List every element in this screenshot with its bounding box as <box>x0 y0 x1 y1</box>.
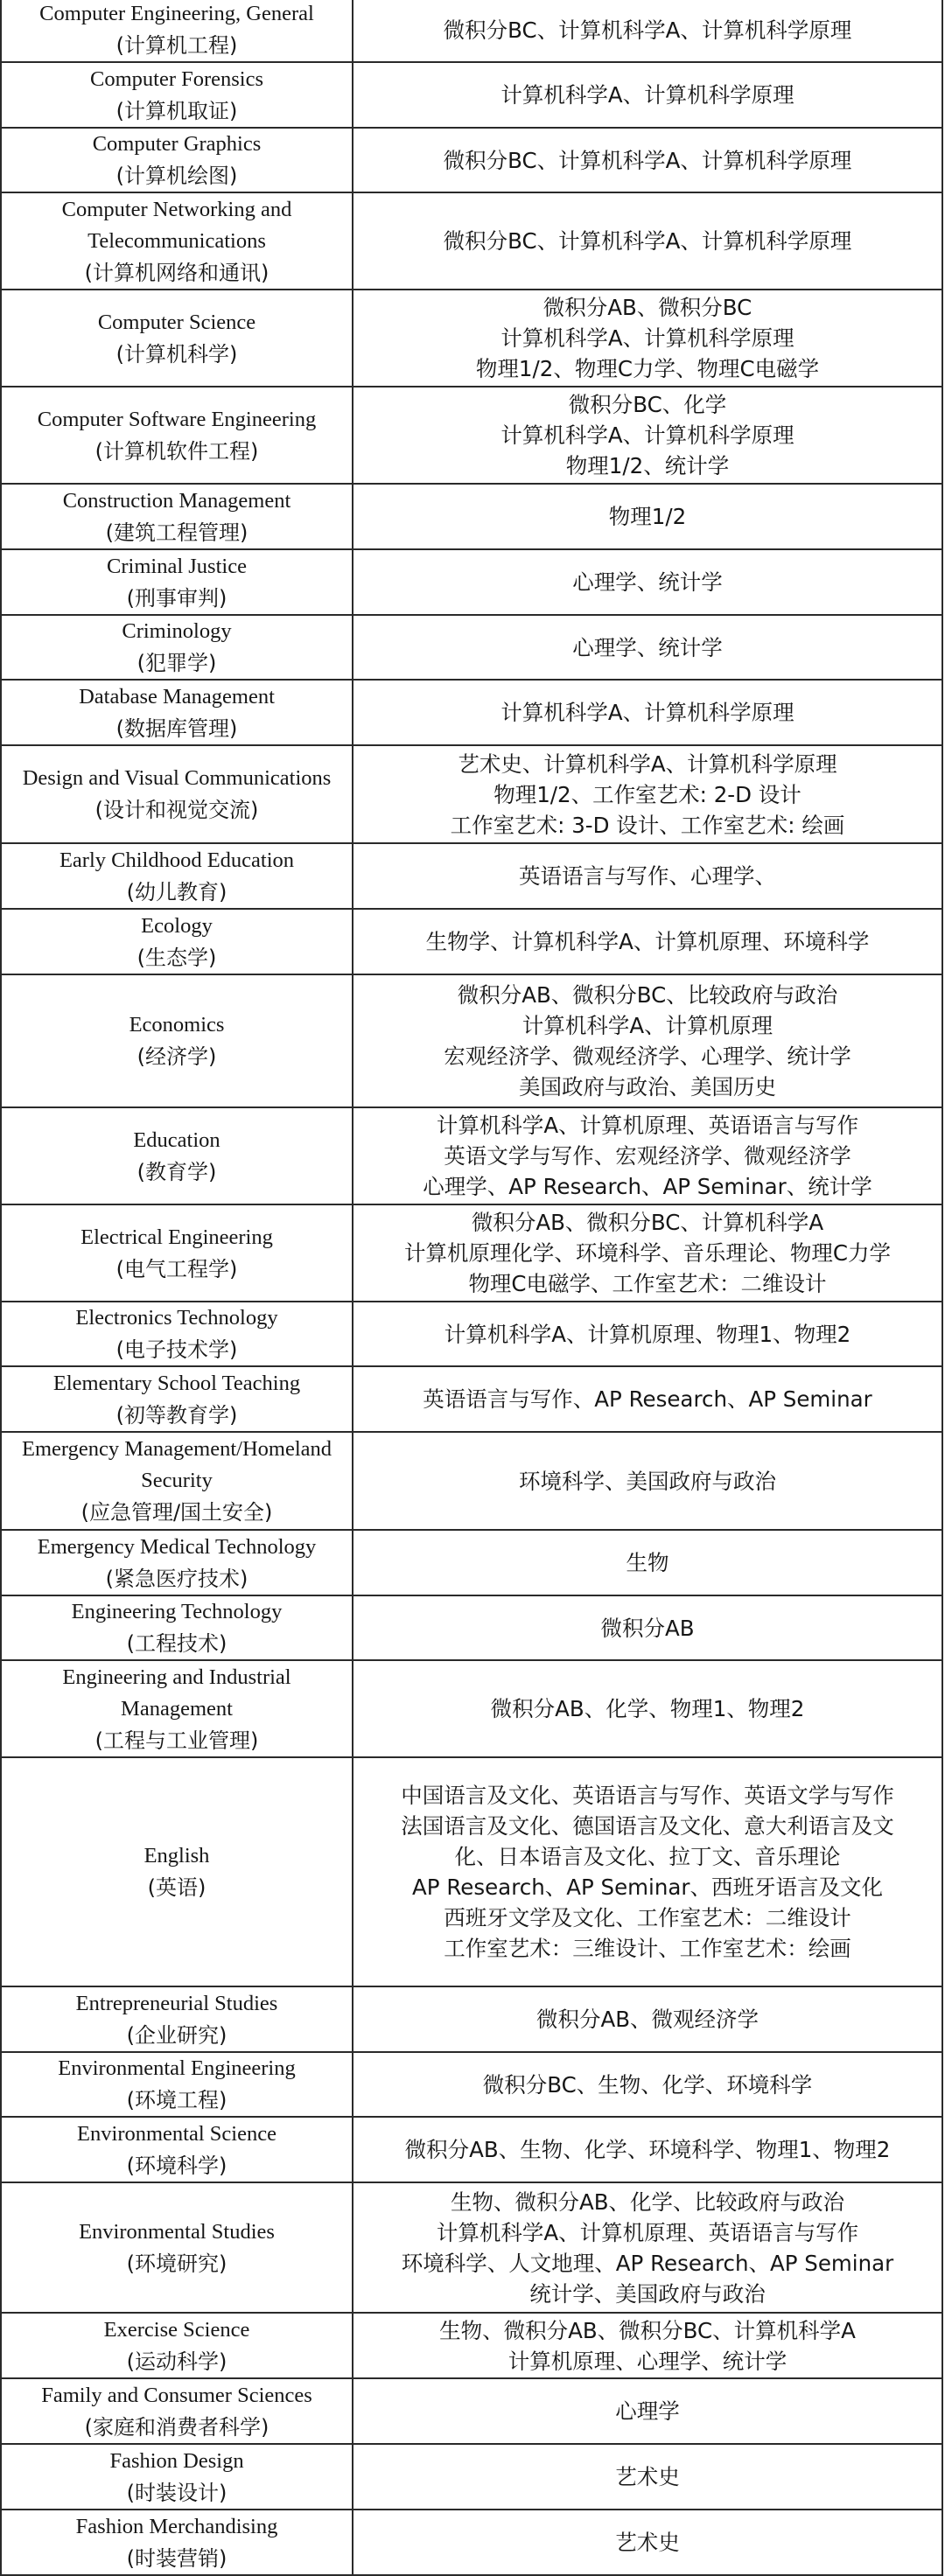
course-line: 微积分BC、计算机科学A、计算机科学原理 <box>443 147 852 173</box>
course-line: 生物、微积分AB、化学、比较政府与政治 <box>450 2189 845 2215</box>
major-english-name: Education <box>133 1127 220 1152</box>
major-chinese-name: (教育学) <box>136 1159 217 1184</box>
table-row <box>0 485 943 550</box>
courses-cell <box>354 1531 942 1595</box>
major-cell <box>2 550 354 614</box>
course-line: 微积分AB、微积分BC、比较政府与政治 <box>457 982 838 1008</box>
course-line: 计算机科学A、计算机原理、英语语言与写作 <box>436 1113 859 1138</box>
major-cell <box>2 2053 354 2116</box>
major-english-name: Computer Graphics <box>92 132 262 156</box>
course-line: 生物学、计算机科学A、计算机原理、环境科学 <box>425 929 870 954</box>
course-line: 物理1/2、工作室艺术: 2-D 设计 <box>494 781 802 807</box>
major-chinese-name: (初等教育学) <box>116 1402 238 1428</box>
major-chinese-name: (电气工程学) <box>116 1256 238 1281</box>
table-row <box>0 2183 943 2314</box>
major-cell <box>2 1758 354 1986</box>
course-line: 微积分BC、生物、化学、环境科学 <box>482 2071 813 2098</box>
table-row <box>0 63 943 129</box>
major-english-name: Entrepreneurial Studies <box>75 1991 278 2015</box>
major-cell <box>2 2314 354 2377</box>
major-english-name: Economics <box>129 1013 225 1037</box>
courses-cell <box>354 1661 942 1756</box>
course-line: 物理1/2 <box>608 504 687 529</box>
course-line: 微积分BC、计算机科学A、计算机科学原理 <box>443 17 852 43</box>
course-line: 生物 <box>626 1550 669 1575</box>
table-row <box>0 2445 943 2510</box>
table-row <box>0 1661 943 1758</box>
course-line: 微积分AB、微积分BC <box>542 295 752 320</box>
major-chinese-name: (生态学) <box>136 945 217 970</box>
courses-cell <box>354 1987 942 2051</box>
major-english-name: Construction Management <box>62 488 291 513</box>
courses-cell <box>354 2053 942 2116</box>
table-row <box>0 1758 943 1987</box>
major-english-name: Environmental Science <box>77 2121 276 2146</box>
major-english-name: Design and Visual Communications <box>22 766 332 790</box>
course-line: 微积分BC、计算机科学A、计算机科学原理 <box>443 228 852 254</box>
major-english-name: Electrical Engineering <box>80 1225 273 1249</box>
table-row <box>0 2053 943 2118</box>
courses-cell <box>354 910 942 974</box>
courses-cell <box>354 2118 942 2182</box>
courses-cell <box>354 1205 942 1301</box>
courses-cell <box>354 746 942 842</box>
courses-cell <box>354 1302 942 1365</box>
major-english-name: Computer Science <box>97 310 256 334</box>
major-cell <box>2 975 354 1106</box>
course-line: 艺术史、计算机科学A、计算机科学原理 <box>458 750 837 777</box>
course-line: 计算机科学A、计算机原理 <box>522 1013 774 1038</box>
course-line: 计算机科学A、计算机原理、物理1、物理2 <box>444 1321 851 1347</box>
major-chinese-name: (刑事审判) <box>126 585 228 611</box>
major-chinese-name: (经济学) <box>136 1044 217 1069</box>
course-line: 艺术史 <box>615 2530 680 2555</box>
course-line: 英语语言与写作、心理学、 <box>519 863 776 889</box>
table-row <box>0 1367 943 1433</box>
major-chinese-name: (时装设计) <box>126 2480 228 2505</box>
course-line: 统计学、美国政府与政治 <box>529 2280 766 2307</box>
course-line: 计算机科学A、计算机原理、英语语言与写作 <box>436 2219 859 2245</box>
courses-cell <box>354 129 942 192</box>
major-cell <box>2 2510 354 2574</box>
major-cell <box>2 1205 354 1301</box>
course-line: 计算机科学A、计算机科学原理 <box>500 82 794 108</box>
major-chinese-name: (英语) <box>147 1875 206 1900</box>
major-cell <box>2 2118 354 2182</box>
courses-cell <box>354 63 942 127</box>
course-line: 计算机原理、心理学、统计学 <box>508 2348 788 2374</box>
major-chinese-name: (企业研究) <box>126 2022 228 2048</box>
major-chinese-name: (数据库管理) <box>116 716 238 741</box>
table-row <box>0 1531 943 1596</box>
major-english-name: Environmental Studies <box>79 2219 275 2244</box>
major-chinese-name: (环境工程) <box>126 2088 228 2112</box>
major-cell <box>2 2445 354 2509</box>
course-line: 心理学、AP Research、AP Seminar、统计学 <box>423 1174 872 1199</box>
major-cell <box>2 0 354 61</box>
major-cell <box>2 1433 354 1529</box>
table-row <box>0 2510 943 2576</box>
table-row <box>0 290 943 387</box>
major-english-name: Computer Networking and Telecommunications <box>61 197 292 253</box>
course-line: AP Research、AP Seminar、西班牙语言及文化 <box>412 1874 883 1900</box>
major-english-name: Environmental Engineering <box>58 2056 296 2080</box>
course-line: 计算机科学A、计算机科学原理 <box>500 422 794 448</box>
major-chinese-name: (计算机工程) <box>116 33 238 58</box>
course-line: 心理学、统计学 <box>572 634 723 660</box>
major-english-name: Emergency Medical Technology <box>37 1534 317 1559</box>
major-english-name: Exercise Science <box>103 2317 250 2342</box>
course-line: 中国语言及文化、英语语言与写作、英语文学与写作 <box>401 1783 894 1808</box>
major-english-name: Fashion Design <box>109 2448 244 2473</box>
course-line: 生物、微积分AB、微积分BC、计算机科学A <box>439 2317 856 2343</box>
course-line: 宏观经济学、微观经济学、心理学、统计学 <box>444 1044 851 1069</box>
table-row <box>0 975 943 1108</box>
table-row <box>0 550 943 616</box>
major-chinese-name: (计算机科学) <box>116 341 238 367</box>
courses-cell <box>354 1367 942 1431</box>
major-english-name: Electronics Technology <box>75 1306 278 1330</box>
major-chinese-name: (建筑工程管理) <box>105 520 248 545</box>
major-english-name: Engineering Technology <box>71 1600 283 1623</box>
major-cell <box>2 1987 354 2051</box>
major-cell <box>2 681 354 744</box>
major-chinese-name: (计算机取证) <box>116 98 238 123</box>
course-line: 物理C电磁学、工作室艺术：二维设计 <box>468 1271 827 1296</box>
courses-cell <box>354 1596 942 1659</box>
major-chinese-name: (家庭和消费者科学) <box>84 2414 270 2440</box>
major-english-name: English <box>144 1844 210 1867</box>
major-cell <box>2 2379 354 2443</box>
major-cell <box>2 616 354 679</box>
table-row <box>0 2118 943 2183</box>
course-line: 环境科学、美国政府与政治 <box>519 1468 776 1494</box>
course-line: 环境科学、人文地理、AP Research、AP Seminar <box>401 2250 894 2276</box>
major-english-name: Elementary School Teaching <box>52 1371 301 1395</box>
courses-cell <box>354 290 942 386</box>
courses-cell <box>354 0 942 61</box>
major-cell <box>2 290 354 386</box>
courses-cell <box>354 2379 942 2443</box>
course-line: 工作室艺术：三维设计、工作室艺术：绘画 <box>444 1936 851 1961</box>
table-row <box>0 1596 943 1661</box>
major-english-name: Fashion Merchandising <box>75 2514 278 2538</box>
course-line: 微积分AB、微积分BC、计算机科学A <box>471 1210 824 1235</box>
major-english-name: Criminal Justice <box>107 554 247 578</box>
course-line: 物理1/2、物理C力学、物理C电磁学 <box>475 356 820 381</box>
major-chinese-name: (犯罪学) <box>136 651 217 675</box>
major-english-name: Engineering and Industrial Management <box>62 1665 291 1721</box>
course-line: 法国语言及文化、德国语言及文化、意大利语言及文 <box>401 1813 894 1839</box>
major-chinese-name: (环境科学) <box>126 2153 228 2178</box>
courses-cell <box>354 550 942 614</box>
major-chinese-name: (电子技术学) <box>116 1337 238 1362</box>
courses-cell <box>354 485 942 548</box>
courses-cell <box>354 387 942 483</box>
major-english-name: Computer Software Engineering <box>37 407 317 431</box>
courses-cell <box>354 2445 942 2509</box>
major-chinese-name: (幼儿教育) <box>126 879 228 904</box>
course-line: 西班牙文学及文化、工作室艺术：二维设计 <box>444 1905 851 1930</box>
major-cell <box>2 1302 354 1365</box>
major-chinese-name: (工程与工业管理) <box>94 1728 259 1753</box>
major-cell <box>2 1108 354 1204</box>
course-line: 心理学 <box>615 2398 680 2424</box>
courses-cell <box>354 193 942 289</box>
table-row <box>0 1108 943 1205</box>
major-cell <box>2 387 354 483</box>
major-chinese-name: (时装营销) <box>126 2545 228 2571</box>
course-line: 英语文学与写作、宏观经济学、微观经济学 <box>444 1143 851 1169</box>
course-line: 计算机原理化学、环境科学、音乐理论、物理C力学 <box>403 1240 892 1266</box>
major-chinese-name: (工程技术) <box>126 1631 228 1656</box>
courses-cell <box>354 1758 942 1986</box>
major-english-name: Computer Engineering, General <box>39 2 314 25</box>
major-english-name: Ecology <box>141 913 213 938</box>
courses-cell <box>354 1433 942 1529</box>
major-cell <box>2 910 354 974</box>
table-row <box>0 1302 943 1367</box>
courses-cell <box>354 616 942 679</box>
major-cell <box>2 844 354 908</box>
course-line: 艺术史 <box>615 2464 680 2489</box>
major-english-name: Criminology <box>122 619 232 643</box>
table-row <box>0 1205 943 1302</box>
major-chinese-name: (运动科学) <box>126 2349 228 2374</box>
courses-cell <box>354 2314 942 2377</box>
table-row <box>0 129 943 193</box>
table-row <box>0 1987 943 2053</box>
table-row <box>0 844 943 910</box>
major-cell <box>2 485 354 548</box>
major-cell <box>2 2183 354 2312</box>
major-cell <box>2 193 354 289</box>
major-chinese-name: (计算机软件工程) <box>94 438 259 464</box>
table-row <box>0 746 943 844</box>
courses-cell <box>354 1108 942 1204</box>
table-row <box>0 193 943 290</box>
major-cell <box>2 129 354 192</box>
table-row <box>0 681 943 746</box>
major-chinese-name: (设计和视觉交流) <box>94 798 259 822</box>
major-english-name: Early Childhood Education <box>59 848 295 872</box>
major-chinese-name: (计算机网络和通讯) <box>84 260 270 285</box>
course-line: 微积分AB <box>600 1615 695 1641</box>
courses-cell <box>354 2183 942 2312</box>
course-line: 计算机科学A、计算机科学原理 <box>500 325 794 351</box>
major-english-name: Family and Consumer Sciences <box>41 2383 312 2407</box>
major-english-name: Database Management <box>79 684 275 709</box>
course-line: 心理学、统计学 <box>572 569 723 595</box>
major-chinese-name: (环境研究) <box>126 2251 228 2276</box>
courses-cell <box>354 844 942 908</box>
major-cell <box>2 1661 354 1756</box>
course-line: 英语语言与写作、AP Research、AP Seminar <box>423 1386 872 1412</box>
table-row <box>0 910 943 975</box>
course-line: 微积分AB、微观经济学 <box>536 2007 760 2032</box>
table-row <box>0 1433 943 1531</box>
table-row <box>0 616 943 681</box>
major-cell <box>2 63 354 127</box>
table-row <box>0 2314 943 2379</box>
courses-cell <box>354 681 942 744</box>
major-cell <box>2 1596 354 1659</box>
major-cell <box>2 1531 354 1595</box>
courses-cell <box>354 2510 942 2574</box>
major-english-name: Emergency Management/Homeland Security <box>22 1437 332 1492</box>
course-line: 微积分AB、化学、物理1、物理2 <box>490 1696 805 1721</box>
course-line: 微积分BC、化学 <box>568 392 727 417</box>
course-line: 计算机科学A、计算机科学原理 <box>500 700 794 725</box>
courses-cell <box>354 975 942 1106</box>
course-line: 微积分AB、生物、化学、环境科学、物理1、物理2 <box>404 2137 891 2162</box>
course-line: 物理1/2、统计学 <box>565 453 730 478</box>
course-line: 美国政府与政治、美国历史 <box>519 1074 776 1100</box>
major-chinese-name: (应急管理/国土安全) <box>80 1500 273 1525</box>
table-row <box>0 2379 943 2445</box>
table-row <box>0 0 943 63</box>
major-cell <box>2 1367 354 1431</box>
course-line: 工作室艺术: 3-D 设计、工作室艺术: 绘画 <box>450 812 845 838</box>
major-chinese-name: (紧急医疗技术) <box>105 1566 248 1591</box>
major-chinese-name: (计算机绘图) <box>116 164 238 188</box>
course-line: 化、日本语言及文化、拉丁文、音乐理论 <box>454 1844 841 1869</box>
major-cell <box>2 746 354 842</box>
table-row <box>0 387 943 485</box>
major-english-name: Computer Forensics <box>89 66 264 91</box>
